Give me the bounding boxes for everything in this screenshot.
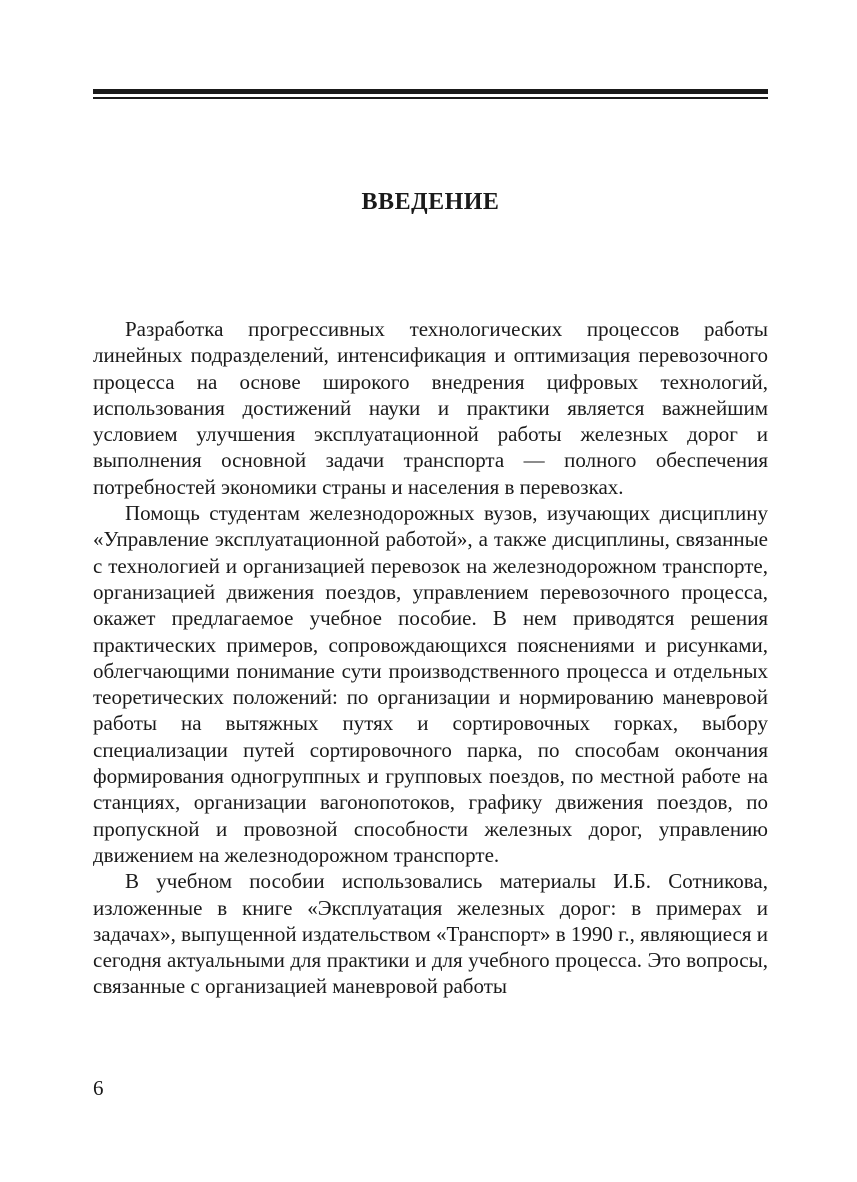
paragraph: В учебном пособии использовались материалы И.Б. Сотникова, изложенные в книге «Эксплуатация железных дорог: в примерах и задачах», выпущенной издательством «Транспорт» в 1990 г., являющиеся и сегодня актуальными для практики и для учебного процесса. Это вопросы, связанные с организацией маневровой работы <box>93 869 769 999</box>
body-text <box>93 316 768 1000</box>
page-number: 6 <box>93 1076 104 1100</box>
header-rule-thick <box>93 89 768 94</box>
paragraph: Помощь студентам железнодорожных вузов, изучающих дисциплину «Управление эксплуатационной работой», а также дисциплины, связанные с технологией и организацией перевозок на железнодорожном транспорте, организацией движения поездов, управлением перевозочного процесса, окажет предлагаемое учебное пособие. В нем приводятся решения практических примеров, сопровождающихся пояснениями и рисунками, облегчающими понимание сути производственного процесса и отдельных теоретических положений: по организации и нормированию маневровой работы на вытяжных путях и сортировочных горках, выбору специализации путей сортировочного парка, по способам окончания формирования одногруппных и групповых поездов, по местной работе на станциях, организации вагонопотоков, графику движения поездов, по пропускной и провозной способности железных дорог, управлению движением на железнодорожном транспорте. <box>93 501 768 867</box>
chapter-heading: ВВЕДЕНИЕ <box>361 189 500 215</box>
header-rule-thin <box>93 97 768 99</box>
paragraph: Разработка прогрессивных технологических процессов работы линейных подразделений, интенсификация и оптимизация перевозочного процесса на основе широкого внедрения цифровых технологий, использования достижений науки и практики является важнейшим условием улучшения эксплуатационной работы железных дорог и выполнения основной задачи транспорта — полного обеспечения потребностей экономики страны и населения в перевозках. <box>93 317 768 499</box>
